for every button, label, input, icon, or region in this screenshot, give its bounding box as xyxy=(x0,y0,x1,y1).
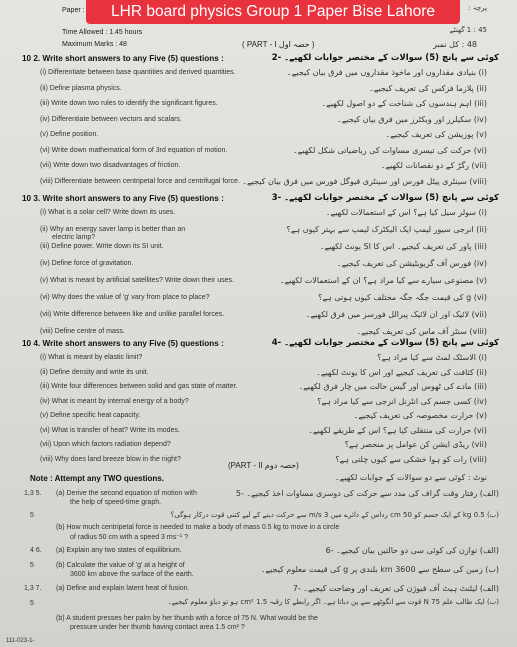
maximum-marks: Maximum Marks : 48 xyxy=(62,41,127,48)
q3-item-8: (viii) Define centre of mass. xyxy=(40,328,125,335)
q2-item-2-urdu: (ii) پلازما فزکس کی تعریف کیجیے۔ xyxy=(369,83,487,93)
q4-item-7: (vii) Upon which factors radiation depend? xyxy=(40,441,171,448)
q2-item-7-urdu: (vii) رگڑ کے دو نقصانات لکھیے۔ xyxy=(380,161,487,170)
q3-item-1-urdu: (i) سولر سیل کیا ہے؟ اس کے استعمالات لکھیے۔ xyxy=(325,208,487,217)
q2-item-2: (ii) Define plasma physics. xyxy=(40,84,122,92)
q3-item-2-line2: electric lamp? xyxy=(52,234,96,241)
q3-item-5: (v) What is meant by artificial satellites? Write down their uses. xyxy=(40,277,234,284)
q6b-urdu: (ب) زمین کی سطح سے 3600 km بلندی پر g کی قیمت معلوم کیجیے۔ xyxy=(260,565,499,574)
q4-item-3: (iii) Write four differences between solid and gas state of matter. xyxy=(40,383,238,390)
q4-item-5: (v) Define specific heat capacity. xyxy=(40,412,141,419)
q4-item-1: (i) What is meant by elastic limit? xyxy=(40,354,143,361)
q5b: (b) How much centripetal force is needed to make a body of mass 0.5 kg to move in a circle xyxy=(56,524,340,531)
paper-urdu: پرچہ : xyxy=(468,4,487,12)
q3-item-3: (iii) Define power. Write down its SI unit. xyxy=(40,243,164,250)
paper-label: Paper : xyxy=(62,7,85,14)
q5b-line2: of radius 50 cm with a speed 3 ms⁻¹ ? xyxy=(70,534,189,541)
time-urdu: 45 : 1 گھنٹے xyxy=(449,26,487,34)
q3-item-1: (i) What is a solar cell? Write down its uses. xyxy=(40,209,176,216)
q3-heading: 10 3. Write short answers to any Five (5) questions : xyxy=(22,194,224,203)
title-banner: LHR board physics Group 1 Paper Bise Lahore xyxy=(86,0,460,24)
q2-item-4: (iv) Differentiate between vectors and scalars. xyxy=(40,115,182,123)
q3-heading-urdu: کوئی سے پانچ (5) سوالات کے مختصر جوابات لکھیے۔ -3 xyxy=(271,193,499,203)
q4-heading-urdu: کوئی سے پانچ (5) سوالات کے مختصر جوابات لکھیے۔ -4 xyxy=(271,338,499,348)
time-allowed: Time Allowed : 1.45 hours xyxy=(62,29,143,36)
q2-item-3-urdu: (iii) اہم ہندسوں کی شناخت کے دو اصول لکھیے۔ xyxy=(321,99,487,108)
q2-item-6: (vi) Write down mathematical form of 3rd equation of motion. xyxy=(40,146,228,154)
q6a: (a) Explain any two states of equilibrium. xyxy=(56,547,182,554)
q4-item-8-urdu: (viii) رات کو ہوا خشکی سے کیوں چلتی ہے؟ xyxy=(335,454,487,464)
footer-code: 111-023-1- xyxy=(6,638,35,644)
q7b-urdu: (ب) ایک طالب علم 75 N قوت سے انگوٹھے سے پن دباتا ہے۔ اگر رابطے کا رقبہ 1.5 cm² ہو تو دباؤ معلوم کیجیے۔ xyxy=(167,598,499,606)
q3-item-7-urdu: (vii) لائیک اور ان لائیک پیرالل فورسز میں فرق لکھیے۔ xyxy=(305,310,487,319)
q7a: (a) Define and explain latent heat of fusion. xyxy=(56,585,190,592)
q3-item-6: (vi) Why does the value of 'g' vary from place to place? xyxy=(40,294,210,301)
q7b-marks: 5 xyxy=(30,600,34,607)
q2-item-1: (i) Differentiate between base quantities and derived quantities. xyxy=(40,69,236,76)
q4-item-6-urdu: (vi) حرارت کی منتقلی کیا ہے؟ اس کے طریقے لکھیے۔ xyxy=(308,425,487,435)
q4-item-4: (iv) What is meant by internal energy of a body? xyxy=(40,397,189,405)
part-one-heading: ( PART - I حصہ اول ) xyxy=(242,40,315,49)
q2-heading: 10 2. Write short answers to any Five (5) questions : xyxy=(22,54,224,63)
q5a: (a) Derive the second equation of motion with xyxy=(56,490,197,497)
q7a-marks: 1,3 7. xyxy=(24,585,42,592)
q4-item-4-urdu: (iv) کسی جسم کی انٹرنل انرجی سے کیا مراد ہے؟ xyxy=(317,396,487,406)
q2-item-5: (v) Define position. xyxy=(40,131,99,138)
q2-item-6-urdu: (vi) حرکت کی تیسری مساوات کی ریاضیاتی شکل لکھیے۔ xyxy=(292,145,487,155)
q3-item-2: (ii) Why an energy saver lamp is better than an xyxy=(40,226,186,233)
q2-item-3: (iii) Write down two rules to identify the significant figures. xyxy=(40,100,218,107)
q4-item-2: (ii) Define density and write its unit. xyxy=(40,368,149,376)
q4-heading: 10 4. Write short answers to any Five (5) questions : xyxy=(22,339,224,348)
part-two-heading: (PART - II حصہ دوم) xyxy=(228,461,299,470)
q3-item-7: (vii) Write difference between like and unlike parallel forces. xyxy=(40,311,225,318)
q5a-marks: 1,3 5. xyxy=(24,490,42,497)
q4-item-6: (vi) What is transfer of heat? Write its modes. xyxy=(40,426,180,434)
q2-item-8-urdu: (viii) سینٹری پیٹل فورس اور سینٹری فیوگل فورس میں فرق بیان کیجیے۔ xyxy=(242,176,487,186)
q3-item-5-urdu: (v) مصنوعی سیارے سے کیا مراد ہے؟ ان کے استعمالات لکھیے۔ xyxy=(279,276,487,285)
q2-item-7: (vii) Write down two disadvantages of friction. xyxy=(40,162,181,169)
q4-item-5-urdu: (v) حرارت مخصوصہ کی تعریف کیجیے۔ xyxy=(353,411,487,420)
q6a-marks: 4 6. xyxy=(30,547,42,554)
q2-item-8: (viii) Differentiate between centripetal force and centrifugal force. xyxy=(40,177,240,185)
q3-item-4-urdu: (iv) فورس آف گریویٹیشن کی تعریف کیجیے۔ xyxy=(336,259,487,268)
q3-item-8-urdu: (viii) سنٹر آف ماس کی تعریف کیجیے۔ xyxy=(356,327,487,336)
q5b-marks: 5 xyxy=(30,512,34,519)
q4-item-8: (viii) Why does land breeze blow in the night? xyxy=(40,455,181,463)
q4-item-2-urdu: (ii) کثافت کی تعریف کیجیے اور اس کا یونٹ لکھیے۔ xyxy=(316,367,487,377)
note: Note : Attempt any TWO questions. xyxy=(30,474,164,483)
q4-item-3-urdu: (iii) مادے کی ٹھوس اور گیس حالت میں چار فرق لکھیے۔ xyxy=(298,382,487,391)
q7a-urdu: (الف) لیٹنٹ ہیٹ آف فیوژن کی تعریف اور وضاحت کیجیے۔ -7 xyxy=(292,584,499,593)
marks-urdu: 48 : کل نمبر xyxy=(432,40,477,49)
q6b: (b) Calculate the value of 'g' at a height of xyxy=(56,562,185,569)
q6b-line2: 3600 km above the surface of the earth. xyxy=(70,571,194,578)
q2-item-4-urdu: (iv) سکیلرز اور ویکٹرز میں فرق بیان کیجیے۔ xyxy=(337,114,487,124)
q5a-urdu: (الف) رفتار وقت گراف کی مدد سے حرکت کی دوسری مساوات اخذ کیجیے۔ -5 xyxy=(235,489,499,498)
q4-item-7-urdu: (vii) ریڈی ایشن کن عوامل پر منحصر ہے؟ xyxy=(344,440,487,449)
q7b-line2: pressure under her thumb having contact area 1.5 cm² ? xyxy=(70,624,245,631)
q2-item-1-urdu: (i) بنیادی مقداروں اور ماخوذ مقداروں میں فرق بیان کیجیے۔ xyxy=(286,68,487,77)
q6a-urdu: (الف) توازن کی کوئی سی دو حالتیں بیان کیجیے۔ -6 xyxy=(325,546,499,555)
q3-item-4: (iv) Define force of gravitation. xyxy=(40,260,134,267)
q5b-urdu: (ب) 0.5 kg کے ایک جسم کو 50 cm رداس کے دائرے میں 3 m/s سے حرکت دینے کے لیے کتنی قوت درکار ہوگی؟ xyxy=(170,511,499,519)
q6b-marks: 5 xyxy=(30,562,34,569)
q4-item-1-urdu: (i) الاسٹک لمٹ سے کیا مراد ہے؟ xyxy=(377,353,487,362)
q7b: (b) A student presses her palm by her thumb with a force of 75 N. What would be the xyxy=(56,615,318,622)
q3-item-3-urdu: (iii) پاور کی تعریف کیجیے۔ اس کا SI یونٹ لکھیے۔ xyxy=(319,242,487,251)
q3-item-6-urdu: (vi) g کی قیمت جگہ جگہ مختلف کیوں ہوتی ہے؟ xyxy=(318,293,487,302)
q3-item-2-urdu: (ii) انرجی سیور لیمپ ایک الیکٹرک لیمپ سے بہتر کیوں ہے؟ xyxy=(286,225,487,234)
q2-heading-urdu: کوئی سے پانچ (5) سوالات کے مختصر جوابات لکھیے۔ -2 xyxy=(271,53,499,63)
q5a-line2: the help of speed-time graph. xyxy=(70,499,162,506)
note-urdu: نوٹ : کوئی سے دو سوالات کے جوابات لکھیے۔ xyxy=(334,473,487,482)
q2-item-5-urdu: (v) پوزیشن کی تعریف کیجیے۔ xyxy=(385,130,487,139)
